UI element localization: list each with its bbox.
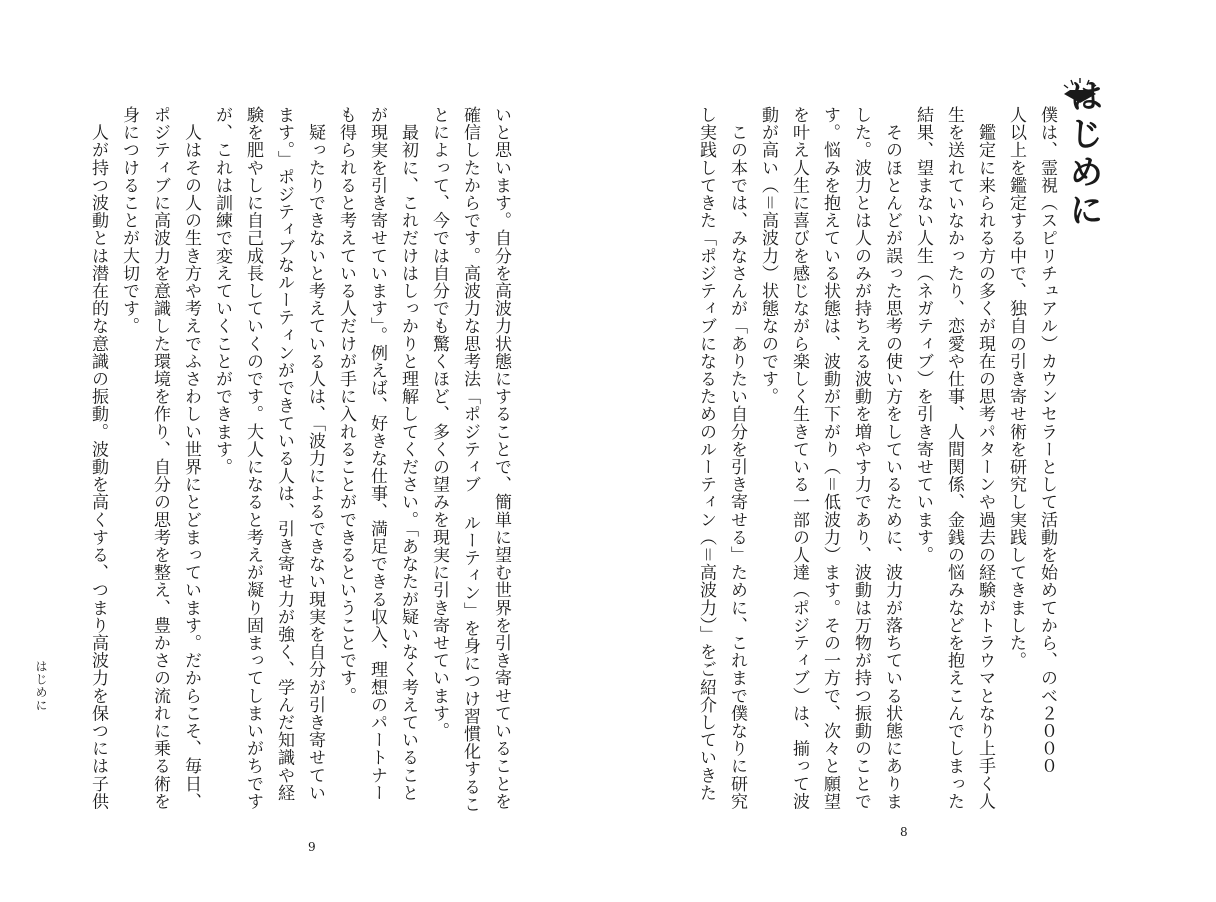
text-column: とによって、今では自分でも驚くほど、多くの望みを現実に引き寄せています。 <box>429 106 449 740</box>
text-column: 人はその人の生き方や考えでふさわしい世界にとどまっています。だからこそ、毎日、 <box>181 106 201 810</box>
text-column: 動が高い（＝高波力）状態なのです。 <box>758 106 778 406</box>
text-column: ます。」ポジティブなルーティンができている人は、引き寄せ力が強く、学んだ知識や経 <box>274 106 294 802</box>
text-column: 生を送れていなかったり、恋愛や仕事、人間関係、金銭の悩みなどを抱えこんでしまった <box>944 106 964 810</box>
page-number-left: 9 <box>308 840 316 854</box>
text-column: が、これは訓練で変えていくことができます。 <box>212 106 232 476</box>
page-number-right: 8 <box>900 825 908 839</box>
text-column: を叶え人生に喜びを感じながら楽しく生きている一部の人達（ポジティブ）は、揃って波 <box>789 106 809 810</box>
text-column: 人以上を鑑定する中で、独自の引き寄せ術を研究し実践してきました。 <box>1006 106 1026 670</box>
text-column: 結果、望まない人生（ネガティブ）を引き寄せています。 <box>913 106 933 564</box>
text-column: いと思います。自分を高波力状態にすることで、簡単に望む世界を引き寄せていることを <box>491 106 511 810</box>
text-column: 人が持つ波動とは潜在的な意識の振動。波動を高くする、つまり高波力を保つには子供 <box>88 106 108 810</box>
text-column: した。波力とは人のみが持ちえる波動を増やす力であり、波動は万物が持つ振動のことで <box>851 106 871 810</box>
text-column: 確信したからです。高波力な思考法「ポジティブ ルーティン」を身につけ習慣化するこ <box>460 106 480 813</box>
running-head: はじめに <box>34 660 48 712</box>
chapter-title: はじめに <box>1063 78 1103 230</box>
text-column: この本では、みなさんが「ありたい自分を引き寄せる」ために、これまで僕なりに研究 <box>727 106 747 810</box>
text-column: し実践してきた「ポジティブになるためのルーティン（＝高波力）」をご紹介していきた <box>696 106 716 802</box>
text-column: 疑ったりできないと考えている人は、「波力によるできない現実を自分が引き寄せてい <box>305 106 325 802</box>
text-column: 験を肥やしに自己成長していくのです。大人になると考えが凝り固まってしまいがちです <box>243 106 263 810</box>
text-column: ポジティブに高波力を意識した環境を作り、自分の思考を整え、豊かさの流れに乗る術を <box>150 106 170 810</box>
text-column: す。悩みを抱えている状態は、波動が下がり（＝低波力）ます。その一方で、次々と願望 <box>820 106 840 810</box>
text-column: 僕は、霊視（スピリチュアル）カウンセラーとして活動を始めてから、のべ２０００ <box>1037 106 1057 775</box>
text-column: そのほとんどが誤った思考の使い方をしているために、波力が落ちている状態にありま <box>882 106 902 810</box>
text-column: 身につけることが大切です。 <box>119 106 139 335</box>
text-column: も得られると考えている人だけが手に入れることができるということです。 <box>336 106 356 705</box>
text-column: が現実を引き寄せています」。例えば、好きな仕事、満足できる収入、理想のパートナー <box>367 106 387 802</box>
text-column: 最初に、これだけはしっかりと理解してください。「あなたが疑いなく考えていること <box>398 106 418 802</box>
text-column: 鑑定に来られる方の多くが現在の思考パターンや過去の経験がトラウマとなり上手く人 <box>975 106 995 810</box>
